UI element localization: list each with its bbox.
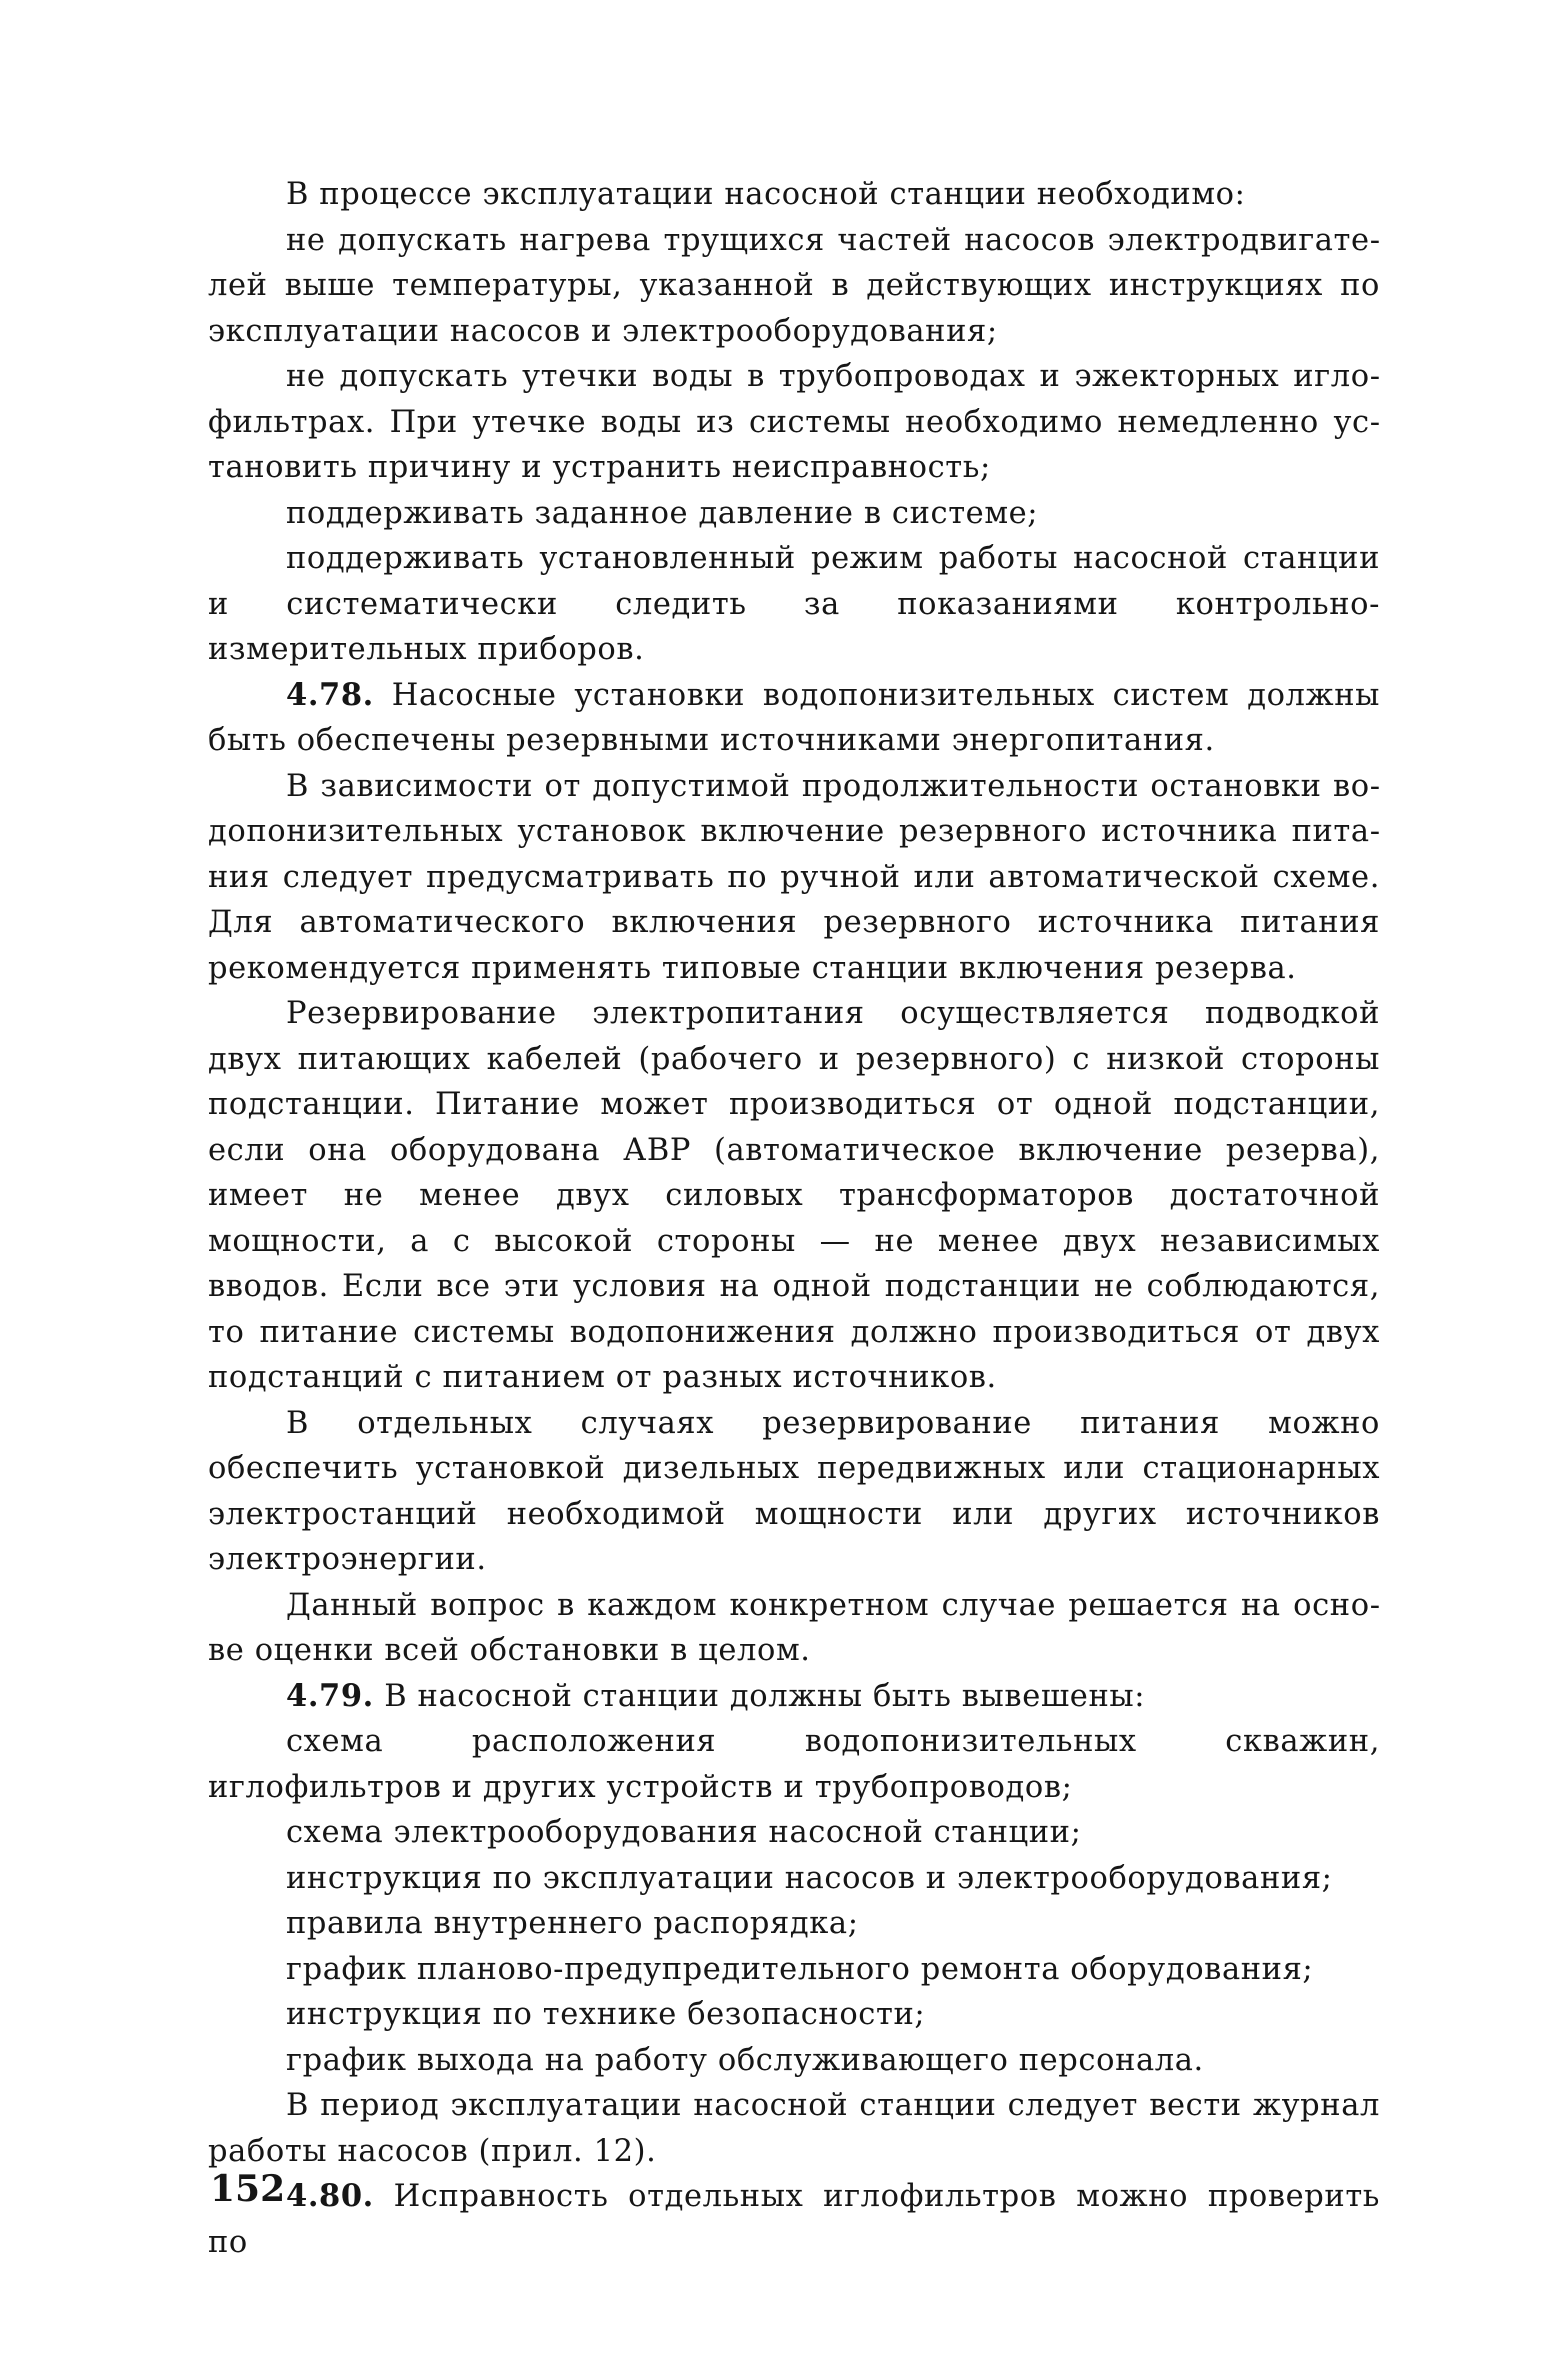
paragraph: В отдельных случаях резервирование питания можно обеспечить установкой дизельных передвижных или стационарных электростанций необходимой мощности или других источников электроэнергии.: [208, 1405, 1380, 1577]
section-4-79: 4.79. В насосной станции должны быть вывешены:: [286, 1677, 1146, 1714]
list-item: график планово-предупредительного ремонта оборудования;: [286, 1951, 1314, 1987]
list-item: инструкция по технике безопасности;: [286, 1997, 926, 2032]
section-4-78: 4.78. Насосные установки водопонизительных систем должны быть обеспечены резервными источниками энергопитания.: [208, 676, 1380, 758]
paragraph: Данный вопрос в каждом конкретном случае решается на основе оценки всей обстановки в целом.: [208, 1587, 1380, 1668]
paragraph: не допускать утечки воды в трубопроводах и эжекторных иглофильтрах. При утечке воды из системы необходимо немедленно установить причину и устранить неисправность;: [208, 359, 1380, 485]
section-number: 4.78.: [286, 676, 374, 713]
list-item: схема электрооборудования насосной станции;: [286, 1815, 1082, 1850]
document-body: [208, 172, 1380, 2265]
list-item: график выхода на работу обслуживающего персонала.: [286, 2042, 1204, 2078]
paragraph: поддерживать установленный режим работы насосной станции и систематически следить за показаниями контрольно-измерительных приборов.: [208, 541, 1380, 667]
list-item: инструкция по эксплуатации насосов и электрооборудования;: [286, 1860, 1333, 1896]
list-item: правила внутреннего распорядка;: [286, 1906, 859, 1941]
section-number: 4.80.: [286, 2178, 374, 2214]
section-4-80: 4.80. Исправность отдельных иглофильтров можно проверить по: [208, 2178, 1380, 2260]
paragraph: В период эксплуатации насосной станции следует вести журнал работы насосов (прил. 12).: [208, 2088, 1380, 2169]
paragraph: поддерживать заданное давление в системе;: [286, 495, 1039, 531]
page-number: 152: [210, 2168, 286, 2210]
paragraph: не допускать нагрева трущихся частей насосов электродвигателей выше температуры, указанной в действующих инструкциях по эксплуатации насосов и электрооборудования;: [208, 222, 1380, 349]
section-number: 4.79.: [286, 1677, 374, 1714]
paragraph: Резервирование электропитания осуществляется подводкой двух питающих кабелей (рабочего и резервного) с низкой стороны подстанции. Питание может производиться от одной подстанции, если она оборудована АВР (автоматическое включение резерва), имеет не менее двух силовых трансформаторов достаточной мощности, а с высокой стороны — не менее двух независимых вводов. Если все эти условия на одной подстанции не соблюдаются, то питание системы водопонижения должно производиться от двух подстанций с питанием от разных источников.: [208, 996, 1380, 1395]
paragraph: В процессе эксплуатации насосной станции необходимо:: [286, 177, 1246, 212]
list-item: схема расположения водопонизительных скважин, иглофильтров и других устройств и трубопроводов;: [208, 1724, 1380, 1805]
paragraph: В зависимости от допустимой продолжительности остановки водопонизительных установок включение резервного источника питания следует предусматривать по ручной или автоматической схеме. Для автоматического включения резервного источника питания рекомендуется применять типовые станции включения резерва.: [208, 768, 1380, 986]
